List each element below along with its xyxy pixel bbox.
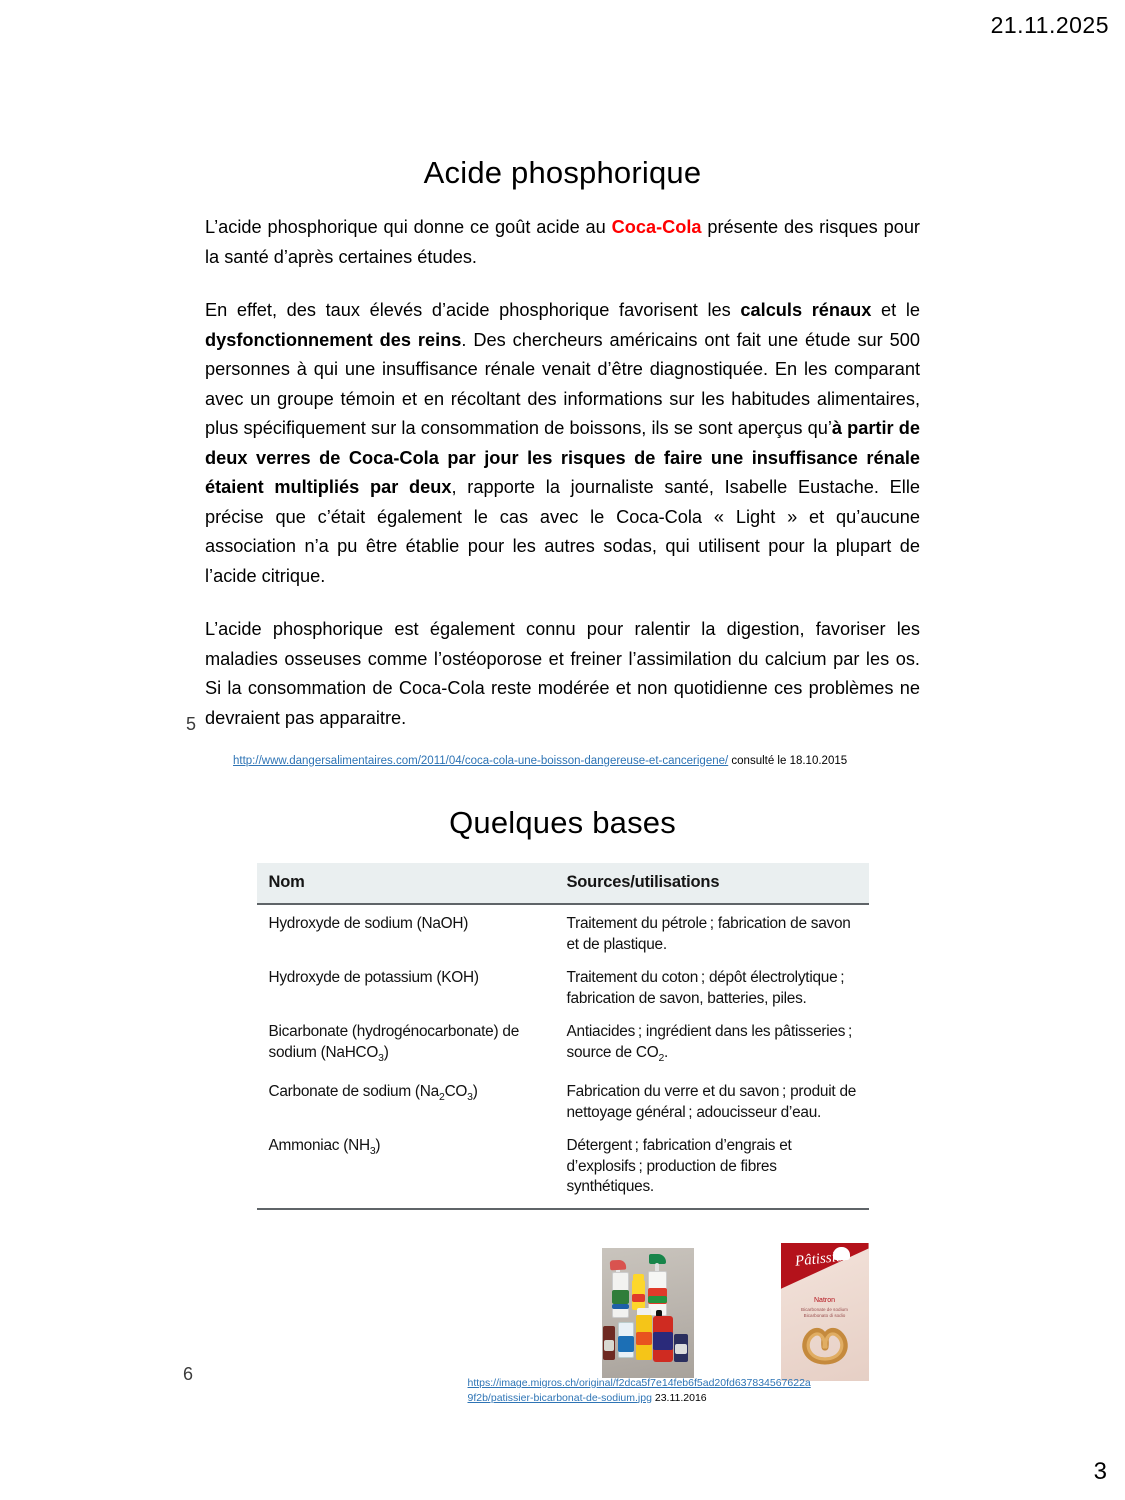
product-photos	[257, 1248, 869, 1388]
bases-table-container	[257, 863, 869, 1404]
cell-nom: Bicarbonate (hydrogénocarbonate) de sodium (NaHCO$_3$)	[268, 1023, 520, 1064]
cell-sources-utilisations: Traitement du pétrole ; fabrication de savon et de plastique.	[566, 915, 851, 953]
table-header-row	[257, 863, 869, 904]
source-link-migros-line1[interactable]: https://image.migros.ch/original/f2dca5f7e14feb6f5ad20fd637834567622a	[467, 1377, 811, 1389]
slide-number-5: 5	[186, 714, 197, 734]
cell-nom: Ammoniac $(NH_3)$	[268, 1137, 381, 1158]
natron-subtitle	[801, 1307, 848, 1319]
paragraph-1	[205, 213, 920, 272]
table-row	[257, 904, 869, 961]
emphasis-text: à partir de deux verres de Coca-Cola par jour les risques de faire une insuffisance rénale étaient multipliés par deux	[205, 418, 920, 497]
text-run: En effet, des taux élevés d’acide phosphorique favorisent les	[205, 300, 741, 320]
text-run: et le	[871, 300, 920, 320]
cell-sources-utilisations: Traitement du coton ; dépôt électrolytique ; fabrication de savon, batteries, piles.	[566, 969, 845, 1007]
text-run: présente des risques pour la santé d’après certaines études.	[205, 217, 920, 267]
source-citation-2	[468, 1376, 868, 1405]
table-row	[257, 1129, 869, 1204]
bases-table-head	[257, 863, 869, 904]
cell-nom: Hydroxyde de sodium (NaOH)	[268, 915, 469, 932]
cell-sources-utilisations: Détergent ; fabrication d’engrais et d’explosifs ; production de fibres synthétiques.	[566, 1137, 792, 1196]
image-source-date: 23.11.2016	[651, 1391, 707, 1404]
source-citation-1	[205, 753, 920, 769]
source-link-migros-line2[interactable]: 9f2b/patissier-bicarbonat-de-sodium.jpg	[467, 1391, 652, 1404]
natron-subtitle-it: Bicarbonato di sodio	[803, 1313, 846, 1318]
table-row	[257, 961, 869, 1015]
column-header-nom: Nom	[257, 863, 555, 904]
table-row	[257, 1075, 869, 1129]
bases-table-body	[257, 904, 869, 1204]
household-cleaners-photo	[602, 1248, 694, 1378]
slide-acide-phosphorique	[0, 155, 1125, 769]
source-link-dangersalimentaires[interactable]: http://www.dangersalimentaires.com/2011/04/coca-cola-une-boisson-dangereuse-et-cancerigene/	[233, 755, 729, 767]
page-title-acide-phosphorique: Acide phosphorique	[423, 155, 702, 190]
column-header-sources: Sources/utilisations	[555, 863, 869, 904]
emphasis-text: calculs rénaux	[740, 300, 872, 320]
page-title-quelques-bases: Quelques bases	[449, 805, 676, 840]
text-run: L’acide phosphorique qui donne ce goût acide au	[205, 217, 612, 237]
patissier-brand-label: Pâtissier	[793, 1248, 849, 1270]
text-run: , rapporte la journaliste santé, Isabelle Eustache. Elle précise que c’était également le cas avec le Coca-Cola « Light » et qu’aucune association n’a pu être établie pour les autres sodas, qui utilisent pour la plupart de l’acide citrique.	[205, 477, 921, 586]
brand-coca-cola: Coca-Cola	[611, 217, 702, 237]
natron-subtitle-fr: Bicarbonate de sodium	[801, 1307, 848, 1312]
bases-table	[257, 863, 869, 1204]
cell-sources-utilisations: Fabrication du verre et du savon ; produit de nettoyage général ; adoucisseur d’eau.	[566, 1083, 857, 1121]
slide-body-text	[205, 213, 920, 733]
text-run: L’acide phosphorique est également connu pour ralentir la digestion, favoriser les maladies osseuses comme l’ostéoporose et freiner l’assimilation du calcium par les os. Si la consommation de Coca-Cola reste modérée et non quotidienne ces problèmes ne devraient pas apparaitre.	[205, 619, 920, 728]
cell-nom: Carbonate de sodium $(Na_2CO_3)$	[268, 1083, 478, 1104]
table-bottom-rule	[257, 1208, 869, 1211]
document-page-number: 3	[1093, 1458, 1107, 1485]
patissier-natron-bicarbonate-photo	[781, 1243, 869, 1381]
pretzel-illustration	[797, 1321, 853, 1365]
text-run: . Des chercheurs américains ont fait une étude sur 500 personnes à qui une insuffisance rénale venait d’être diagnostiquée. En les comparant avec un groupe témoin et en récoltant des informations sur les habitudes alimentaires, plus spécifiquement sur la consommation de boissons, ils se sont aperçus qu’	[205, 329, 920, 438]
document-date: 21.11.2025	[990, 12, 1109, 38]
paragraph-2	[205, 296, 920, 591]
emphasis-text: dysfonctionnement des reins	[205, 329, 462, 350]
paragraph-3	[205, 615, 920, 733]
cell-sources-utilisations: Antiacides ; ingrédient dans les pâtisseries ; source de $CO_2$.	[566, 1023, 853, 1064]
slide-number-6: 6	[183, 1364, 194, 1384]
slide-quelques-bases	[0, 805, 1125, 1404]
cell-nom: Hydroxyde de potassium (KOH)	[268, 969, 479, 986]
source-consulted-date: consulté le 18.10.2015	[728, 755, 848, 767]
table-row	[257, 1015, 869, 1075]
natron-product-label: Natron	[813, 1297, 836, 1304]
